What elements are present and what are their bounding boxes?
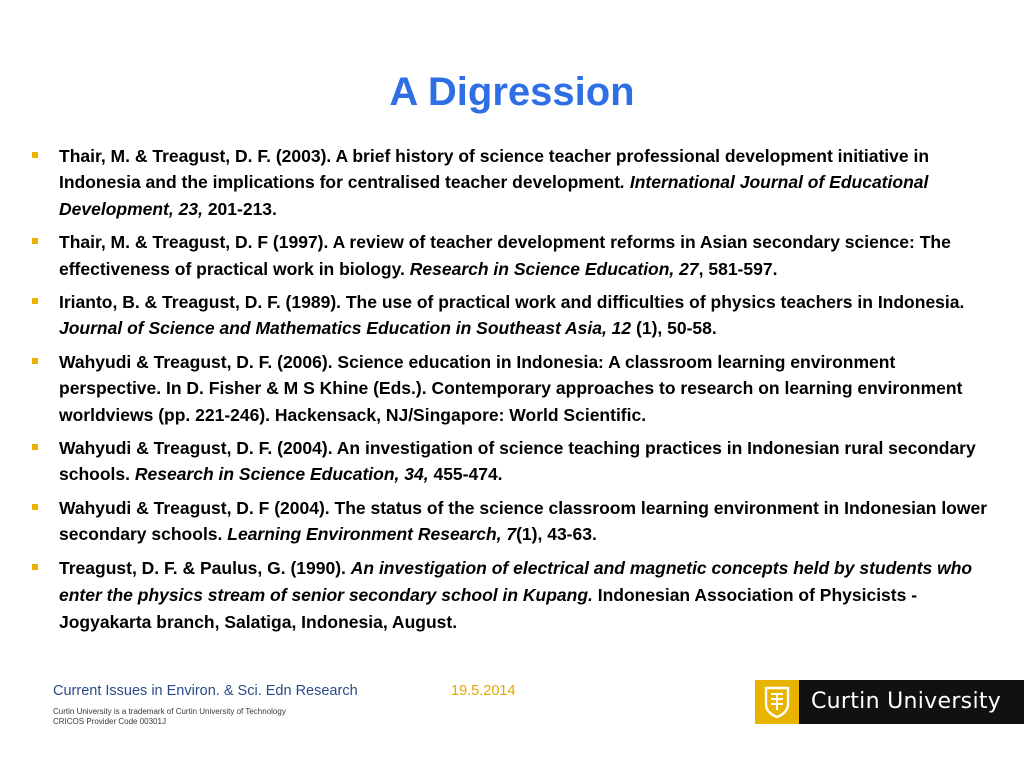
reference-text: Wahyudi & Treagust, D. F. (2004). An investigation of science teaching practices in Indonesian rural secondary schools. xyxy=(59,438,976,485)
bullet-icon xyxy=(32,238,38,244)
bullet-icon xyxy=(32,504,38,510)
reference-source: . International Journal of Educational Development, 23, xyxy=(59,172,929,219)
bullet-icon xyxy=(32,444,38,450)
reference-pages: Indonesian Association of Physicists - Jogyakarta branch, Salatiga, Indonesia, August. xyxy=(59,584,918,632)
bullet-icon xyxy=(32,358,38,364)
logo-wordmark: Curtin University xyxy=(811,689,1002,714)
reference-pages: 455-474. xyxy=(428,464,503,485)
reference-text: Irianto, B. & Treagust, D. F. (1989). The use of practical work and difficulties of physics teachers in Indonesia. xyxy=(59,292,965,313)
reference-item xyxy=(32,435,998,488)
reference-text: Wahyudi & Treagust, D. F. (2006). Science education in Indonesia: A classroom learning environment perspective. In D. Fisher & M S Khine (Eds.). Contemporary approaches to research on learning environment worldviews (pp. 221-246). Hackensack, NJ/Singapore: World Scientific. xyxy=(59,351,963,425)
reference-text: Treagust, D. F. & Paulus, G. (1990). xyxy=(59,557,351,578)
footer-course-title: Current Issues in Environ. & Sci. Edn Research xyxy=(53,683,358,699)
reference-pages: (1), 43-63. xyxy=(516,524,597,545)
footer-date: 19.5.2014 xyxy=(451,683,516,699)
reference-source: Research in Science Education, 27 xyxy=(409,258,699,279)
reference-item xyxy=(32,143,998,222)
reference-source: Research in Science Education, 34, xyxy=(134,464,429,485)
trademark-notice: Curtin University is a trademark of Curtin University of Technology xyxy=(53,707,286,716)
reference-source: Learning Environment Research, 7 xyxy=(227,524,517,545)
reference-text: Thair, M. & Treagust, D. F. (2003). A brief history of science teacher professional development initiative in Indonesia and the implications for centralised teacher development xyxy=(59,146,930,193)
bullet-icon xyxy=(32,564,38,570)
reference-item xyxy=(32,495,998,548)
crest-icon xyxy=(755,680,799,724)
reference-pages: 201-213. xyxy=(202,198,277,219)
reference-source: An investigation of electrical and magnetic concepts held by students who enter the physics stream of senior secondary school in Kupang. xyxy=(59,557,973,605)
reference-pages: (1), 50-58. xyxy=(631,318,717,339)
reference-pages: , 581-597. xyxy=(698,258,778,279)
reference-item xyxy=(32,555,998,636)
slide-title: A Digression xyxy=(389,70,635,114)
reference-text: Thair, M. & Treagust, D. F (1997). A review of teacher development reforms in Asian secondary science: The effectiveness of practical work in biology. xyxy=(59,232,951,279)
reference-list xyxy=(32,143,998,643)
reference-text: Wahyudi & Treagust, D. F (2004). The status of the science classroom learning environment in Indonesian lower secondary schools. xyxy=(59,497,988,545)
reference-item xyxy=(32,229,998,282)
reference-source: Journal of Science and Mathematics Education in Southeast Asia, 12 xyxy=(59,318,632,339)
bullet-icon xyxy=(32,298,38,304)
bullet-icon xyxy=(32,152,38,158)
reference-item xyxy=(32,349,998,428)
cricos-code: CRICOS Provider Code 00301J xyxy=(53,717,166,726)
reference-item xyxy=(32,289,998,342)
